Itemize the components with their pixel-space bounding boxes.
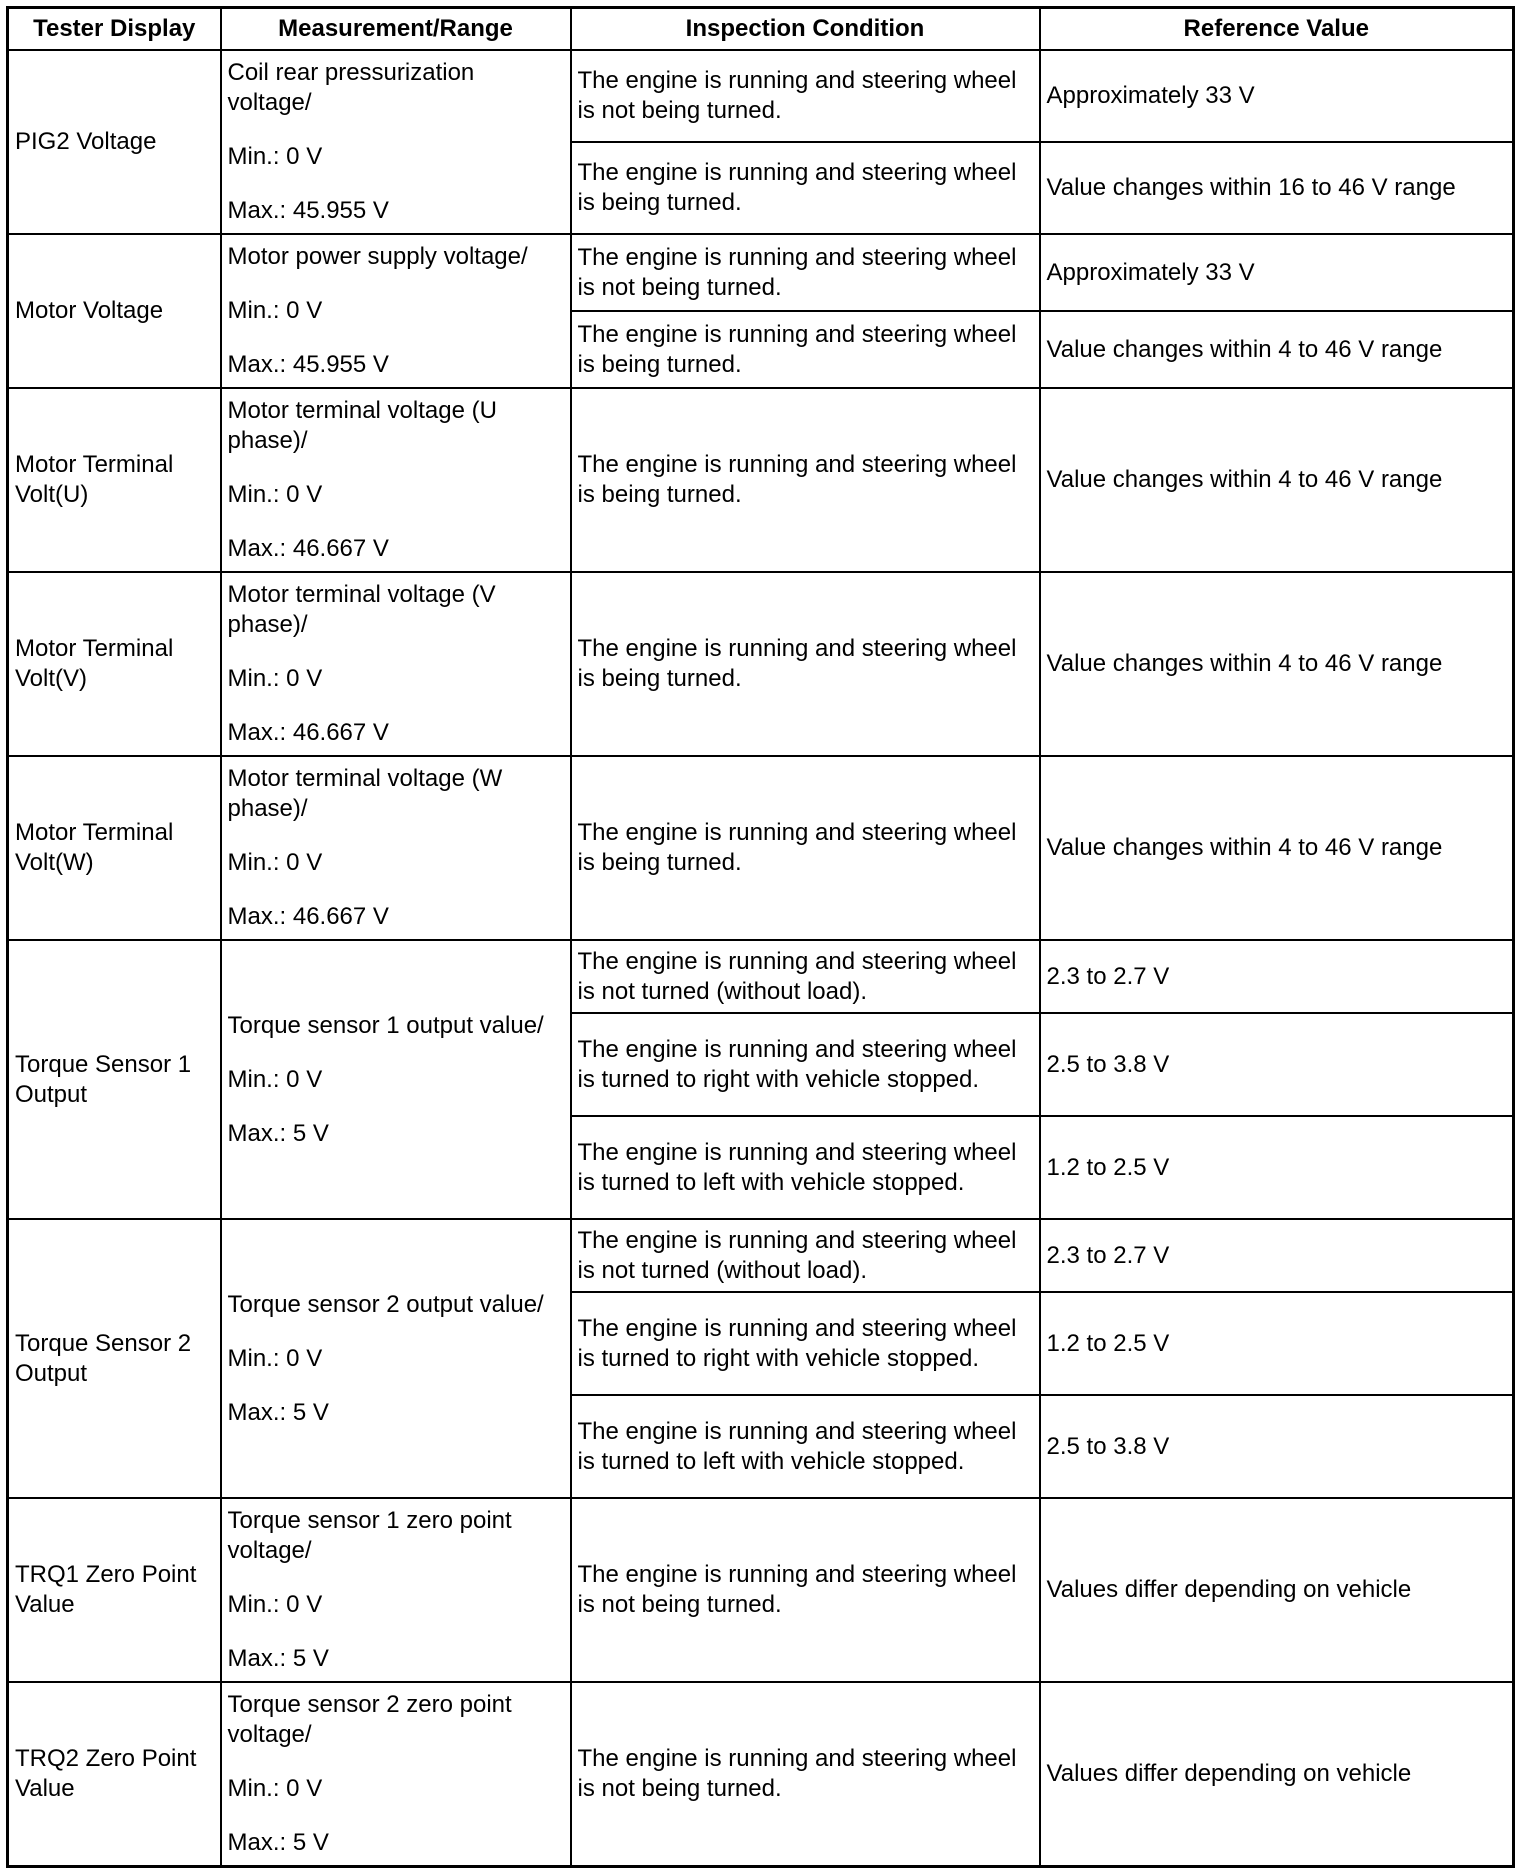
header-measurement-range: Measurement/Range (221, 8, 571, 51)
measurement-range-cell (221, 572, 571, 756)
header-tester-display: Tester Display (8, 8, 221, 51)
measurement-range-cell (221, 388, 571, 572)
measurement-range-cell (221, 1498, 571, 1682)
reference-value-cell: Value changes within 4 to 46 V range (1040, 572, 1514, 756)
measurement-description: Motor terminal voltage (W phase)/ (227, 765, 503, 822)
table-row (8, 1219, 1514, 1292)
table-body (8, 50, 1514, 1866)
tester-display-cell: Motor Terminal Volt(V) (8, 572, 221, 756)
measurement-description: Motor terminal voltage (U phase)/ (227, 397, 497, 454)
measurement-description: Torque sensor 1 zero point voltage/ (227, 1507, 512, 1564)
measurement-range-cell (221, 1682, 571, 1866)
measurement-min: Min.: 0 V (227, 143, 323, 170)
table-row (8, 940, 1514, 1013)
inspection-condition-cell: The engine is running and steering wheel is turned to right with vehicle stopped. (571, 1013, 1040, 1116)
inspection-condition-cell: The engine is running and steering wheel is being turned. (571, 572, 1040, 756)
inspection-condition-cell: The engine is running and steering wheel is being turned. (571, 756, 1040, 940)
table-row (8, 234, 1514, 311)
table-row (8, 388, 1514, 572)
reference-value-cell: Value changes within 4 to 46 V range (1040, 311, 1514, 388)
header-row (8, 8, 1514, 51)
reference-value-cell: 2.5 to 3.8 V (1040, 1013, 1514, 1116)
measurement-max: Max.: 46.667 V (227, 719, 389, 746)
tester-display-cell: Torque Sensor 1 Output (8, 940, 221, 1219)
reference-value-cell: Values differ depending on vehicle (1040, 1498, 1514, 1682)
inspection-condition-cell: The engine is running and steering wheel is not being turned. (571, 1498, 1040, 1682)
measurement-max: Max.: 46.667 V (227, 535, 389, 562)
tester-display-cell: Torque Sensor 2 Output (8, 1219, 221, 1498)
table-row (8, 756, 1514, 940)
data-list-table (6, 6, 1515, 1868)
measurement-min: Min.: 0 V (227, 1344, 323, 1372)
measurement-min: Min.: 0 V (227, 1591, 323, 1618)
measurement-min: Min.: 0 V (227, 1065, 323, 1093)
measurement-max: Max.: 45.955 V (227, 197, 389, 224)
tester-display-cell: TRQ2 Zero Point Value (8, 1682, 221, 1866)
table-row (8, 1682, 1514, 1866)
measurement-max: Max.: 45.955 V (227, 351, 389, 378)
measurement-max: Max.: 46.667 V (227, 903, 389, 930)
measurement-min: Min.: 0 V (227, 1774, 323, 1802)
reference-value-cell: 1.2 to 2.5 V (1040, 1292, 1514, 1395)
measurement-description: Torque sensor 2 output value/ (227, 1290, 544, 1318)
tester-display-cell: Motor Terminal Volt(W) (8, 756, 221, 940)
measurement-description: Torque sensor 1 output value/ (227, 1011, 544, 1039)
measurement-min: Min.: 0 V (227, 849, 323, 876)
inspection-condition-cell: The engine is running and steering wheel is not being turned. (571, 50, 1040, 142)
measurement-min: Min.: 0 V (227, 297, 323, 324)
inspection-condition-cell: The engine is running and steering wheel is not being turned. (571, 234, 1040, 311)
measurement-max: Max.: 5 V (227, 1119, 329, 1147)
measurement-range-cell (221, 234, 571, 388)
measurement-description: Motor terminal voltage (V phase)/ (227, 581, 496, 638)
reference-value-cell: Approximately 33 V (1040, 234, 1514, 311)
measurement-range-cell (221, 756, 571, 940)
table-row (8, 572, 1514, 756)
tester-display-cell: TRQ1 Zero Point Value (8, 1498, 221, 1682)
reference-value-cell: Values differ depending on vehicle (1040, 1682, 1514, 1866)
reference-value-cell: 2.5 to 3.8 V (1040, 1395, 1514, 1498)
header-inspection-condition: Inspection Condition (571, 8, 1040, 51)
inspection-condition-cell: The engine is running and steering wheel is being turned. (571, 388, 1040, 572)
measurement-range-cell (221, 50, 571, 234)
reference-value-cell: 2.3 to 2.7 V (1040, 940, 1514, 1013)
reference-value-cell: 1.2 to 2.5 V (1040, 1116, 1514, 1219)
reference-value-cell: Value changes within 16 to 46 V range (1040, 142, 1514, 234)
measurement-max: Max.: 5 V (227, 1645, 329, 1672)
measurement-description: Motor power supply voltage/ (227, 243, 528, 270)
measurement-max: Max.: 5 V (227, 1398, 329, 1426)
measurement-min: Min.: 0 V (227, 665, 323, 692)
inspection-condition-cell: The engine is running and steering wheel is being turned. (571, 311, 1040, 388)
reference-value-cell: Approximately 33 V (1040, 50, 1514, 142)
measurement-description: Coil rear pressurization voltage/ (227, 59, 475, 116)
measurement-description: Torque sensor 2 zero point voltage/ (227, 1690, 512, 1748)
tester-display-cell: Motor Terminal Volt(U) (8, 388, 221, 572)
measurement-range-cell (221, 940, 571, 1219)
reference-value-cell: Value changes within 4 to 46 V range (1040, 388, 1514, 572)
measurement-range-cell (221, 1219, 571, 1498)
inspection-condition-cell: The engine is running and steering wheel is turned to left with vehicle stopped. (571, 1116, 1040, 1219)
inspection-condition-cell: The engine is running and steering wheel is not being turned. (571, 1682, 1040, 1866)
inspection-condition-cell: The engine is running and steering wheel is turned to right with vehicle stopped. (571, 1292, 1040, 1395)
inspection-condition-cell: The engine is running and steering wheel is turned to left with vehicle stopped. (571, 1395, 1040, 1498)
table-row (8, 50, 1514, 142)
header-reference-value: Reference Value (1040, 8, 1514, 51)
reference-value-cell: Value changes within 4 to 46 V range (1040, 756, 1514, 940)
measurement-max: Max.: 5 V (227, 1828, 329, 1856)
reference-value-cell: 2.3 to 2.7 V (1040, 1219, 1514, 1292)
inspection-condition-cell: The engine is running and steering wheel is not turned (without load). (571, 1219, 1040, 1292)
tester-display-cell: PIG2 Voltage (8, 50, 221, 234)
measurement-min: Min.: 0 V (227, 481, 323, 508)
tester-display-cell: Motor Voltage (8, 234, 221, 388)
inspection-condition-cell: The engine is running and steering wheel is not turned (without load). (571, 940, 1040, 1013)
table-row (8, 1498, 1514, 1682)
inspection-condition-cell: The engine is running and steering wheel is being turned. (571, 142, 1040, 234)
